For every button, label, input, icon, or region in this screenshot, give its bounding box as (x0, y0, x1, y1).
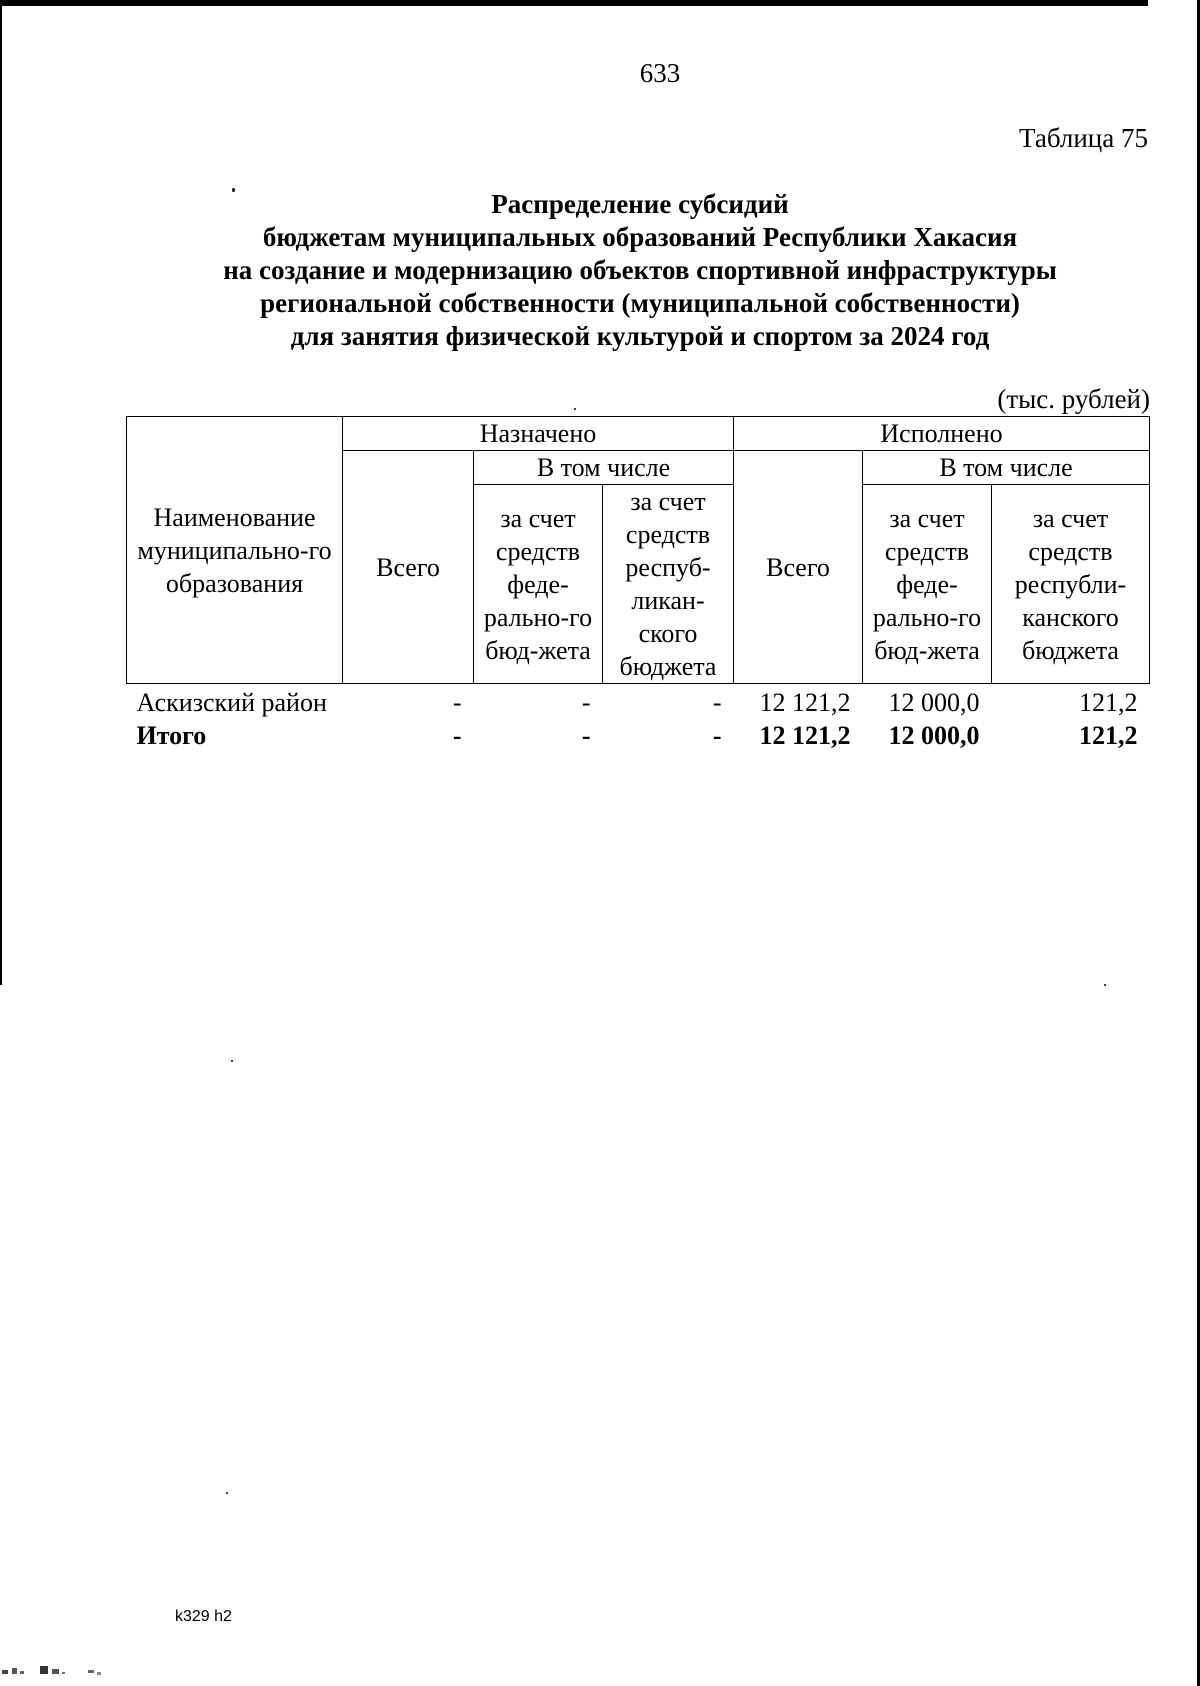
header-assigned-including: В том числе (474, 451, 734, 485)
scan-speck (232, 188, 235, 192)
header-assigned: Назначено (343, 417, 734, 451)
total-assigned-total: - (452, 721, 462, 750)
header-municipality-name: Наименование муниципально-го образования (127, 417, 343, 684)
scan-edge-left (0, 0, 2, 985)
table-total-row (127, 719, 1150, 752)
header-executed-federal: за счет средств феде-рально-го бюд-жета (863, 485, 992, 684)
title-line: региональной собственности (муниципальной собственности) (260, 288, 1020, 318)
title-line: для занятия физической культурой и спортом за 2024 год (290, 321, 990, 351)
scan-speck (226, 1492, 228, 1494)
scan-speck (1104, 984, 1106, 986)
scan-speck (231, 1060, 233, 1062)
total-executed-federal: 12 000,0 (888, 721, 980, 750)
title-line: на создание и модернизацию объектов спортивной инфраструктуры (223, 255, 1057, 285)
footer-code: k329 h2 (175, 1608, 232, 1625)
header-executed-total: Всего (734, 451, 863, 684)
scan-speck (574, 408, 576, 410)
page-number: 633 (639, 58, 681, 88)
cell-assigned-federal: - (581, 688, 591, 717)
header-executed-including: В том числе (863, 451, 1150, 485)
subsidy-table (126, 416, 1150, 752)
cell-executed-federal: 12 000,0 (888, 688, 980, 717)
cell-executed-republic: 121,2 (1079, 688, 1138, 717)
header-assigned-federal: за счет средств феде-рально-го бюд-жета (474, 485, 603, 684)
header-executed: Исполнено (734, 417, 1150, 451)
header-assigned-republic: за счет средств респуб-ликан-ского бюджета (603, 485, 734, 684)
table-row (127, 684, 1150, 720)
table-label: Таблица 75 (1019, 123, 1148, 153)
total-label: Итого (136, 721, 207, 750)
row-municipality-name: Аскизский район (136, 688, 327, 717)
total-assigned-federal: - (581, 721, 591, 750)
header-executed-republic: за счет средств республи-канского бюджета (992, 485, 1150, 684)
total-executed-republic: 121,2 (1079, 721, 1138, 750)
units-note: (тыс. рублей) (997, 384, 1150, 414)
title-line: бюджетам муниципальных образований Республики Хакасия (262, 222, 1018, 252)
total-executed-total: 12 121,2 (759, 721, 851, 750)
title-line: Распределение субсидий (491, 189, 789, 219)
total-assigned-republic: - (712, 721, 722, 750)
cell-assigned-total: - (452, 688, 462, 717)
scan-edge-top (0, 0, 1148, 6)
document-title (120, 188, 1160, 353)
cell-assigned-republic: - (712, 688, 722, 717)
scan-noise (0, 1660, 110, 1680)
cell-executed-total: 12 121,2 (759, 688, 851, 717)
header-assigned-total: Всего (343, 451, 474, 684)
